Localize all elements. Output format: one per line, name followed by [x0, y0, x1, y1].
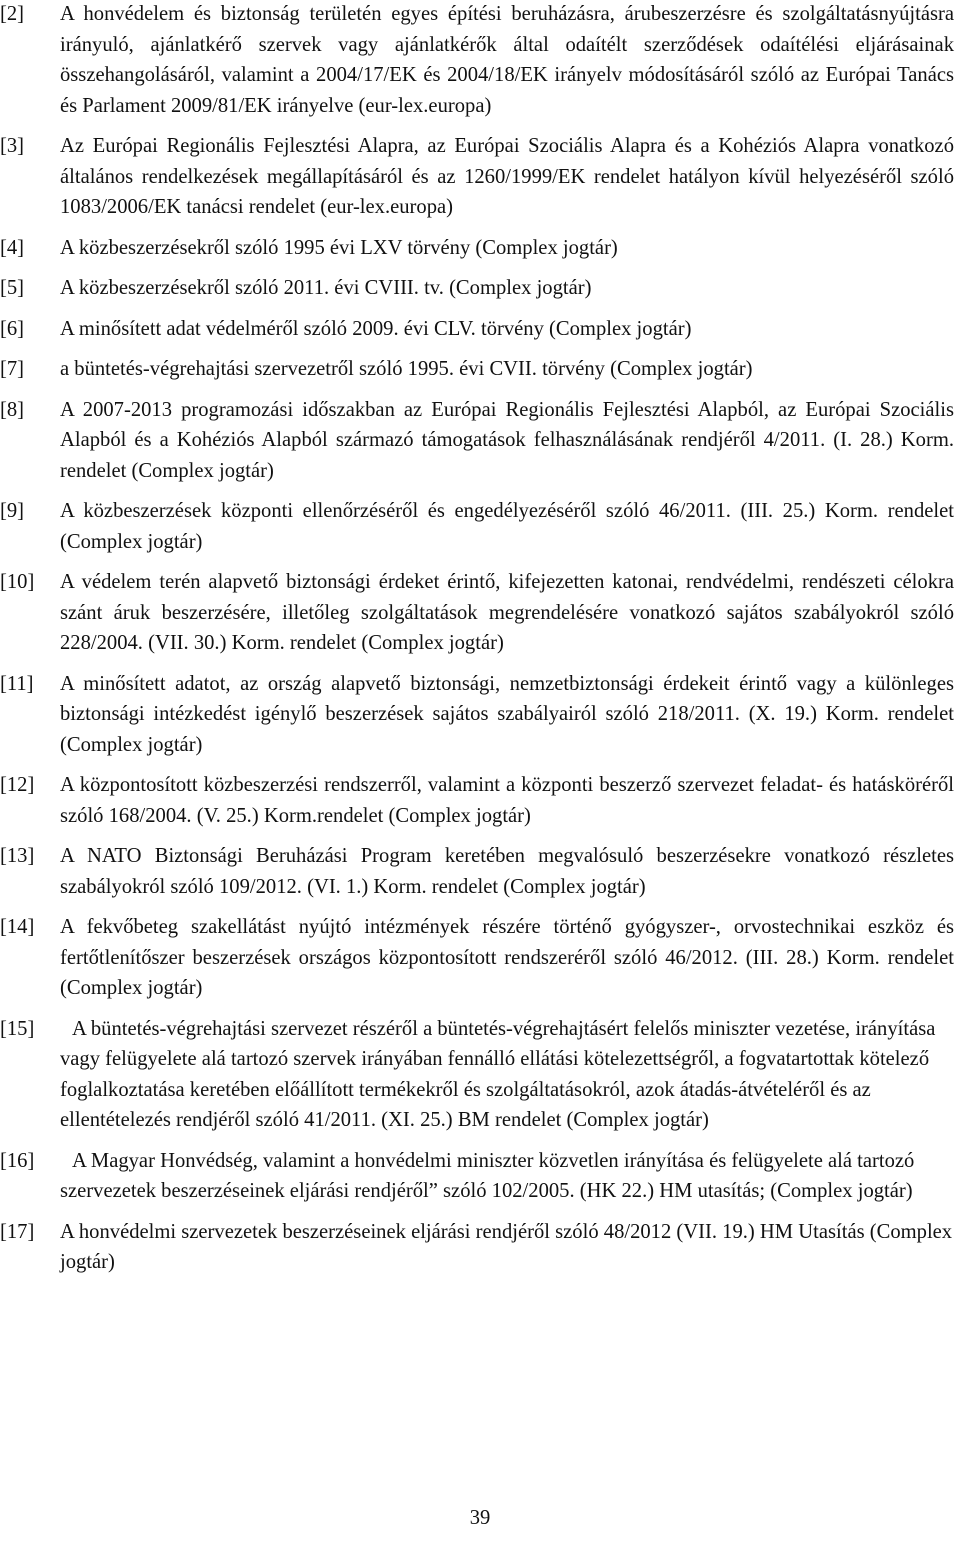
reference-text: A minősített adatot, az ország alapvető biztonsági, nemzetbiztonsági érdekeit érintő vagy a különleges biztonsági intézkedést igénylő beszerzések sajátos szabályairól szóló 218/2011. (X. 19.) Korm. rendelet (Complex jogtár): [60, 672, 954, 756]
page-number: 39: [469, 1507, 491, 1529]
reference-number: [12]: [0, 774, 35, 796]
reference-item: [0, 669, 960, 761]
reference-item: [0, 0, 960, 121]
reference-item: [0, 395, 960, 487]
reference-item: [0, 770, 960, 831]
reference-item: [0, 131, 960, 223]
reference-item: [0, 233, 960, 264]
reference-item: [0, 273, 960, 304]
reference-number: [11]: [0, 672, 34, 695]
reference-item: [0, 912, 960, 1004]
reference-text: A központosított közbeszerzési rendszerről, valamint a központi beszerző szervezet feladat- és hatásköréről szóló 168/2004. (V. 25.) Korm.rendelet (Complex jogtár): [60, 774, 954, 827]
reference-item: [0, 496, 960, 557]
reference-text: a büntetés-végrehajtási szervezetről szóló 1995. évi CVII. törvény (Complex jogtár): [60, 358, 753, 380]
reference-text: A 2007-2013 programozási időszakban az Európai Regionális Fejlesztési Alapból, az Európai Szociális Alapból és a Kohéziós Alapból származó támogatások felhasználásának rendjéről 4/2011. (I. 28.) Korm. rendelet (Complex jogtár): [60, 398, 954, 482]
reference-number: [16]: [0, 1149, 35, 1172]
reference-number: [2]: [0, 3, 25, 25]
reference-number: [10]: [0, 571, 35, 593]
reference-number: [4]: [0, 236, 25, 259]
reference-number: [5]: [0, 277, 25, 299]
reference-item: [0, 354, 960, 385]
reference-number: [17]: [0, 1220, 35, 1243]
reference-text: A közbeszerzésekről szóló 2011. évi CVIII. tv. (Complex jogtár): [60, 277, 592, 299]
reference-item: [0, 1146, 960, 1207]
reference-item: [0, 1014, 960, 1136]
reference-number: [7]: [0, 358, 25, 380]
reference-text: A közbeszerzésekről szóló 1995 évi LXV törvény (Complex jogtár): [60, 236, 618, 259]
reference-number: [8]: [0, 398, 25, 421]
reference-number: [3]: [0, 135, 25, 157]
reference-item: [0, 1217, 960, 1278]
reference-text: A minősített adat védelméről szóló 2009. évi CLV. törvény (Complex jogtár): [60, 317, 692, 340]
reference-text: A honvédelem és biztonság területén egyes építési beruházásra, árubeszerzésre és szolgáltatásnyújtásra irányuló, ajánlatkérő szervek vagy ajánlatkérők által odaítélt szerződések odaítélési eljárásainak összehangolásáról, valamint a 2004/17/EK és 2004/18/EK irányelv módosításáról szóló az Európai Tanács és Parlament 2009/81/EK irányelve (eur-lex.europa): [60, 3, 954, 117]
reference-number: [13]: [0, 845, 35, 867]
reference-text: A közbeszerzések központi ellenőrzéséről és engedélyezéséről szóló 46/2011. (III. 25.) Korm. rendelet (Complex jogtár): [60, 500, 954, 553]
reference-text: A NATO Biztonsági Beruházási Program keretében megvalósuló beszerzésekre vonatkozó részletes szabályokról szóló 109/2012. (VI. 1.) Korm. rendelet (Complex jogtár): [60, 845, 954, 898]
reference-number: [9]: [0, 500, 25, 522]
reference-number: [14]: [0, 916, 35, 938]
reference-number: [6]: [0, 317, 25, 340]
reference-text: A védelem terén alapvető biztonsági érdeket érintő, kifejezetten katonai, rendvédelmi, rendészeti célokra szánt áruk beszerzésére, illetőleg szolgáltatások megrendelésére vonatkozó sajátos szabályokról szóló 228/2004. (VII. 30.) Korm. rendelet (Complex jogtár): [60, 571, 954, 654]
reference-item: [0, 567, 960, 659]
reference-number: [15]: [0, 1017, 35, 1040]
reference-item: [0, 314, 960, 345]
reference-text: A honvédelmi szervezetek beszerzéseinek eljárási rendjéről szóló 48/2012 (VII. 19.) HM Utasítás (Complex jogtár): [60, 1220, 953, 1273]
reference-text: A büntetés-végrehajtási szervezet részéről a büntetés-végrehajtásért felelős miniszter vezetése, irányítása vagy felügyelete alá tartozó szervek irányában fennálló ellátási kötelezettségről, a fogvatartottak kötelező foglalkoztatása keretében előállított termékekről és szolgáltatásokról, azok átadás-átvételéről és az ellentételezés rendjéről szóló 41/2011. (XI. 25.) BM rendelet (Complex jogtár): [60, 1017, 936, 1131]
reference-text: A Magyar Honvédség, valamint a honvédelmi miniszter közvetlen irányítása és felügyelete alá tartozó szervezetek beszerzéseinek eljárási rendjéről” szóló 102/2005. (HK 22.) HM utasítás; (Complex jogtár): [60, 1149, 915, 1202]
reference-text: A fekvőbeteg szakellátást nyújtó intézmények részére történő gyógyszer-, orvostechnikai eszköz és fertőtlenítőszer beszerzések országos központosított rendszeréről szóló 46/2012. (III. 28.) Korm. rendelet (Complex jogtár): [60, 916, 954, 999]
reference-text: Az Európai Regionális Fejlesztési Alapra, az Európai Szociális Alapra és a Kohéziós Alapra vonatkozó általános rendelkezések megállapításáról és az 1260/1999/EK rendelet hatályon kívül helyezéséről szóló 1083/2006/EK tanácsi rendelet (eur-lex.europa): [60, 135, 954, 218]
reference-item: [0, 841, 960, 902]
